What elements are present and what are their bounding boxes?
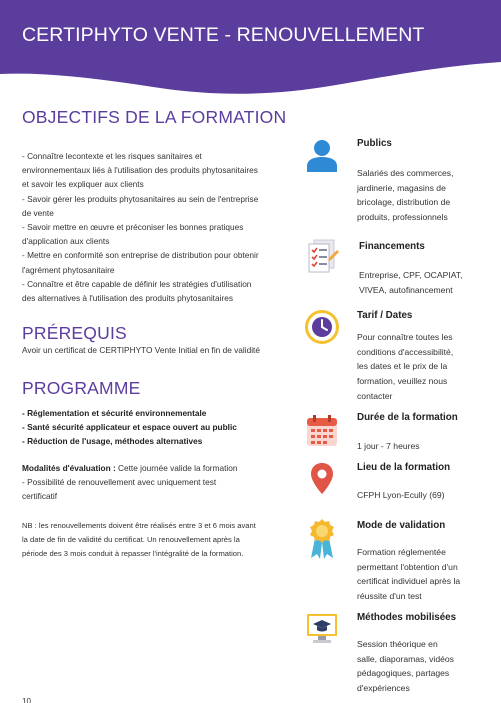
- header-banner: [0, 0, 501, 95]
- programme-heading: PROGRAMME: [22, 378, 141, 398]
- publics-title: Publics: [357, 138, 392, 149]
- person-icon: [305, 138, 339, 172]
- prerequis-text: Avoir un certificat de CERTIPHYTO Vente Initial en fin de validité: [22, 345, 260, 355]
- objectifs-line: et savoir les expliquer aux clients: [22, 179, 144, 190]
- duree-text: [357, 439, 499, 454]
- modalites-label: Modalités d'évaluation :: [22, 463, 116, 473]
- validation-line: certificat individuel après la: [357, 576, 461, 587]
- validation-title: Mode de validation: [357, 520, 446, 531]
- publics-text: [357, 166, 499, 225]
- clock-icon: [305, 310, 339, 344]
- location-pin-icon: [305, 462, 339, 496]
- nb-line: la date de fin de validité du certificat. Un renouvellement après la: [22, 535, 240, 544]
- programme-item: - Santé sécurité applicateur et espace ouvert au public: [22, 422, 237, 432]
- tarif-line: Pour connaître toutes les: [357, 332, 453, 342]
- publics-line: produits, professionnels: [357, 212, 448, 223]
- publics-line: Salariés des commerces,: [357, 168, 454, 178]
- objectifs-heading: OBJECTIFS DE LA FORMATION: [22, 107, 287, 127]
- methodes-line: Session théorique en: [357, 639, 438, 649]
- financements-text: [359, 268, 501, 297]
- objectifs-line: - Savoir mettre en œuvre et préconiser les bonnes pratiques: [22, 222, 244, 233]
- document-checklist-icon: [305, 236, 339, 274]
- objectifs-text: [22, 149, 292, 305]
- modalites-text: Cette journée valide la formation: [115, 463, 238, 473]
- lieu-title: Lieu de la formation: [357, 462, 451, 473]
- objectifs-line: d'application aux clients: [22, 236, 110, 247]
- methodes-text: [357, 637, 499, 696]
- tarif-line: contacter: [357, 390, 393, 401]
- objectifs-line: environnementaux liés à l'utilisation des produits phytosanitaires: [22, 165, 258, 176]
- nb-line: période des 3 mois conduit à repasser l'intégralité de la formation.: [22, 549, 244, 558]
- financements-line: VIVEA, autofinancement: [359, 284, 453, 295]
- page-title: CERTIPHYTO VENTE - RENOUVELLEMENT: [22, 24, 425, 46]
- objectifs-line: - Connaître et être capable de définir les stratégies d'utilisation: [22, 278, 252, 289]
- objectifs-line: - Savoir gérer les produits phytosanitaires au sein de l'entreprise: [22, 193, 259, 204]
- tarif-title: Tarif / Dates: [357, 310, 413, 321]
- tarif-text: [357, 330, 499, 404]
- lieu-line: CFPH Lyon-Ecully (69): [357, 490, 445, 500]
- validation-text: [357, 545, 499, 604]
- methodes-title: Méthodes mobilisées: [357, 612, 457, 623]
- prerequis-heading: PRÉREQUIS: [22, 323, 127, 343]
- objectifs-line: de vente: [22, 207, 54, 218]
- methodes-line: salle, diaporamas, vidéos: [357, 653, 454, 664]
- tarif-line: les dates et le prix de la: [357, 361, 448, 372]
- page-number: 10: [22, 697, 31, 703]
- duree-title: Durée de la formation: [357, 412, 458, 423]
- validation-line: permettant l'obtention d'un: [357, 561, 458, 572]
- programme-item: - Réduction de l'usage, méthodes alternatives: [22, 436, 203, 446]
- validation-line: Formation réglementée: [357, 547, 446, 557]
- publics-line: jardinerie, magasins de: [357, 182, 446, 193]
- modalites-line: - Possibilité de renouvellement avec uniquement test: [22, 477, 217, 487]
- methodes-line: pédagogiques, partages: [357, 668, 450, 679]
- nb-line: NB : les renouvellements doivent être réalisés entre 3 et 6 mois avant: [22, 521, 256, 530]
- objectifs-line: des alternatives à l'utilisation des produits phytosanitaires: [22, 293, 233, 304]
- objectifs-line: - Connaître lecontexte et les risques sanitaires et: [22, 151, 202, 161]
- header-wave-shape: [0, 0, 501, 95]
- objectifs-line: - Mettre en conformité son entreprise de distribution pour obtenir: [22, 250, 259, 261]
- publics-line: bricolage, distribution de: [357, 197, 451, 208]
- lieu-text: [357, 488, 499, 503]
- modalites-evaluation: [22, 461, 284, 503]
- duree-line: 1 jour - 7 heures: [357, 441, 420, 451]
- objectifs-line: l'agrément phytosanitaire: [22, 264, 115, 275]
- modalites-line: certificatif: [22, 491, 58, 501]
- methodes-line: d'expériences: [357, 683, 410, 694]
- financements-line: Entreprise, CPF, OCAPIAT,: [359, 270, 463, 280]
- tarif-line: formation, veuillez nous: [357, 376, 448, 387]
- tarif-line: conditions d'accessibilité,: [357, 346, 454, 357]
- financements-title: Financements: [359, 241, 425, 252]
- medal-icon: [305, 518, 339, 560]
- computer-graduation-icon: [305, 612, 339, 646]
- modalites-first-line: [22, 461, 284, 475]
- nb-note: [22, 519, 284, 561]
- programme-item: - Réglementation et sécurité environnementale: [22, 408, 207, 418]
- validation-line: réussite d'un test: [357, 591, 422, 602]
- calendar-icon: [305, 414, 339, 448]
- programme-list: [22, 406, 237, 448]
